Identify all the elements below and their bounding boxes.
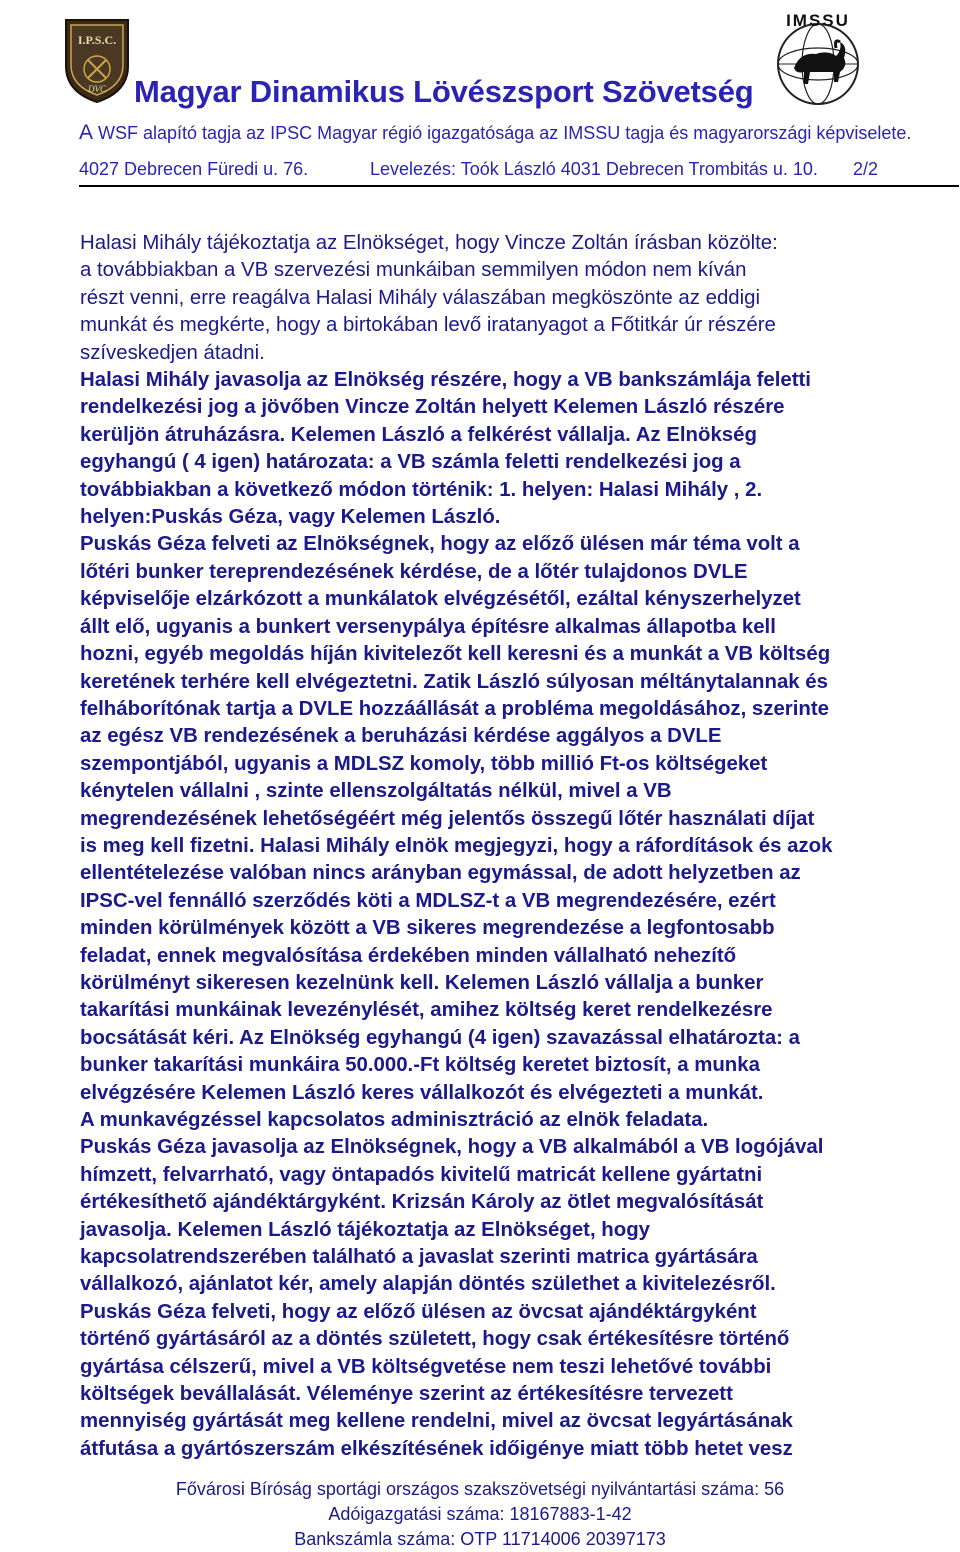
body-line: Puskás Géza javasolja az Elnökségnek, hogy a VB alkalmából a VB logójával	[80, 1136, 824, 1159]
body-line: szempontjából, ugyanis a MDLSZ komoly, több millió Ft-os költségeket	[80, 752, 768, 775]
body-line: keretének terhére kell elvégeztetni. Zatik László súlyosan méltánytalannak és	[80, 670, 828, 693]
svg-text:DVC: DVC	[88, 84, 106, 94]
affiliation-initial: A	[79, 121, 94, 144]
body-line: bunker takarítási munkáira 50.000.-Ft költség keretet biztosít, a munka	[80, 1054, 760, 1077]
body-line: részt venni, erre reagálva Halasi Mihály válaszában megköszönte az eddigi	[80, 286, 761, 309]
body-line: Halasi Mihály tájékoztatja az Elnökséget, hogy Vincze Zoltán írásban közölte:	[80, 232, 778, 254]
body-line: lőtéri bunker tereprendezésének kérdése, de a lőtér tulajdonos DVLE	[80, 560, 748, 583]
address-line	[79, 159, 959, 187]
body-line: elvégzésére Kelemen László keres vállalkozót és elvégezteti a munkát.	[80, 1081, 764, 1104]
body-line: hímzett, felvarrható, vagy öntapadós kivitelű matricát kellene gyártatni	[80, 1163, 763, 1186]
body-line: mennyiség gyártását meg kellene rendelni, mivel az övcsat legyártásának	[80, 1410, 793, 1433]
minutes-body	[80, 230, 940, 1463]
body-line: Puskás Géza felveti, hogy az előző ülésen az övcsat ajándéktárgyként	[80, 1300, 757, 1323]
svg-text:I.P.S.C.: I.P.S.C.	[77, 33, 117, 47]
body-line: Halasi Mihály javasolja az Elnökség részére, hogy a VB bankszámlája feletti	[80, 369, 811, 392]
body-line: felháborítónak tartja a DVLE hozzáállását a probléma megoldásához, szerinte	[80, 697, 829, 720]
affiliation-text: WSF alapító tagja az IPSC Magyar régió igazgatósága az IMSSU tagja és magyarországi képviselete.	[93, 123, 912, 143]
tax-number: Adóigazgatási száma: 18167883-1-42	[328, 1504, 632, 1524]
registration-number: Fővárosi Bíróság sportági országos szakszövetségi nyilvántartási száma: 56	[175, 1479, 785, 1499]
body-line: költségek bevállalását. Véleménye szerint az értékesítésre tervezett	[80, 1383, 733, 1406]
body-line: minden körülmények között a VB sikeres megrendezése a legfontosabb	[80, 917, 775, 940]
affiliation-line	[79, 121, 911, 145]
body-line: átfutása a gyártószerszám elkészítésének időigénye miatt több hetet vesz	[80, 1437, 793, 1460]
body-line: szíveskedjen átadni.	[80, 341, 265, 364]
office-address: 4027 Debrecen Füredi u. 76.	[79, 159, 309, 179]
body-line: hozni, egyéb megoldás híján kivitelezőt kell keresni és a munkát a VB költség	[80, 643, 831, 666]
body-line: is meg kell fizetni. Halasi Mihály elnök megjegyzi, hogy a ráfordítások és azok	[80, 834, 833, 857]
bank-account: Bankszámla száma: OTP 11714006 20397173	[294, 1529, 666, 1549]
body-line: A munkavégzéssel kapcsolatos adminisztráció az elnök feladata.	[80, 1109, 709, 1131]
body-line: állt elő, ugyanis a bunkert versenypálya építésre alkalmas állapotba kell	[80, 615, 776, 638]
body-line: megrendezésének lehetőségéért még jelentős összegű lőtér használati díjat	[80, 807, 815, 830]
body-line: bocsátását kéri. Az Elnökség egyhangú (4 igen) szavazással elhatározta: a	[80, 1026, 800, 1049]
body-line: gyártása célszerű, mivel a VB költségvetése nem teszi lehetővé további	[80, 1355, 772, 1378]
body-line: értékesíthető ajándéktárgyként. Krizsán Károly az ötlet megvalósítását	[80, 1191, 764, 1214]
page-number: 2/2	[853, 159, 879, 179]
body-line: egyhangú ( 4 igen) határozata: a VB számla feletti rendelkezési jog a	[80, 451, 741, 474]
body-line: körülményt sikeresen kezelnünk kell. Kelemen László vállalja a bunker	[80, 971, 764, 994]
body-line: képviselője elzárkózott a munkálatok elvégzésétől, ezáltal kényszerhelyzet	[80, 588, 801, 611]
body-line: a továbbiakban a VB szervezési munkáiban semmilyen módon nem kíván	[80, 259, 747, 282]
body-line: IPSC-vel fennálló szerződés köti a MDLSZ-t a VB megrendezésére, ezért	[80, 889, 776, 912]
body-line: kénytelen vállalni , szinte ellenszolgáltatás nélkül, mivel a VB	[80, 780, 672, 803]
ipsc-logo	[62, 14, 132, 104]
body-line: feladat, ennek megvalósítása érdekében minden vállalható nehezítő	[80, 944, 737, 967]
body-line: történő gyártásáról az a döntés született, hogy csak értékesítésre történő	[80, 1328, 790, 1351]
body-line: munkát és megkérte, hogy a birtokában levő iratanyagot a Főtitkár úr részére	[80, 314, 776, 337]
body-line: takarítási munkáinak levezénylését, amihez költség keret rendelkezésre	[80, 999, 773, 1022]
mailing-address: Levelezés: Toók László 4031 Debrecen Trombitás u. 10.	[370, 159, 818, 179]
body-line: Puskás Géza felveti az Elnökségnek, hogy az előző ülésen már téma volt a	[80, 533, 800, 556]
body-line: az egész VB rendezésének a beruházási kérdése aggályos a DVLE	[80, 725, 722, 748]
body-line: továbbiakban a következő módon történik: 1. helyen: Halasi Mihály , 2.	[80, 478, 763, 501]
body-line: kapcsolatrendszerében található a javaslat szerinti matrica gyártására	[80, 1246, 758, 1269]
svg-text:IMSSU: IMSSU	[786, 11, 850, 30]
body-line: rendelkezési jog a jövőben Vincze Zoltán helyett Kelemen László részére	[80, 396, 785, 419]
footer	[0, 1477, 960, 1552]
body-line: helyen:Puskás Géza, vagy Kelemen László.	[80, 506, 501, 529]
body-line: kerüljön átruházásra. Kelemen László a felkérést vállalja. Az Elnökség	[80, 423, 757, 446]
body-line: ellentételezése valóban nincs arányban egymással, de adott helyzetben az	[80, 862, 801, 885]
body-line: vállalkozó, ajánlatot kér, amely alapján döntés születhet a kivitelezésről.	[80, 1273, 776, 1296]
organization-name: Magyar Dinamikus Lövészsport Szövetség	[134, 74, 754, 109]
body-line: javasolja. Kelemen László tájékoztatja az Elnökséget, hogy	[80, 1218, 651, 1241]
imssu-logo	[756, 6, 880, 106]
